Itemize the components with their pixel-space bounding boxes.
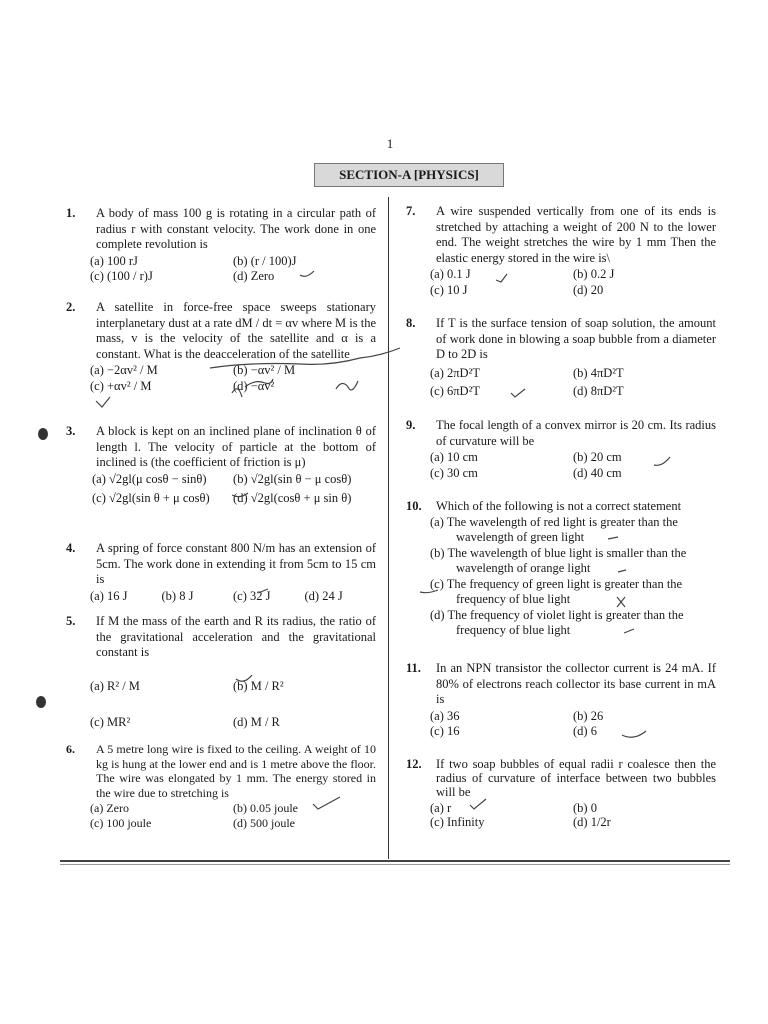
- options-group: [90, 801, 376, 830]
- options-group: [90, 363, 376, 394]
- options-group: [92, 472, 376, 507]
- question-number: 1.: [66, 206, 76, 220]
- answer-option: (d) 20: [573, 282, 604, 297]
- options-group: [90, 589, 376, 605]
- options-group: [430, 801, 716, 829]
- options-row: [430, 724, 716, 740]
- answer-option: (c) (100 / r)J: [90, 269, 153, 283]
- question-number: 2.: [66, 300, 76, 314]
- options-group: [430, 709, 716, 740]
- answer-option: (b) 0.2 J: [573, 267, 615, 281]
- answer-option: (a) −2αv² / M: [90, 363, 158, 377]
- answer-option: (b) −αv² / M: [233, 363, 296, 377]
- question-text: A body of mass 100 g is rotating in a circular path of radius r with constant velocity. The work done in one complete revolution is: [96, 206, 376, 251]
- options-row: [90, 363, 376, 379]
- question-5: [66, 614, 376, 741]
- answer-option: (c) 100 joule: [90, 815, 152, 830]
- check-mark: [96, 397, 110, 407]
- options-group: [90, 254, 376, 285]
- answer-option: (b) 0: [573, 801, 597, 815]
- options-row: [90, 801, 376, 816]
- options-group: [430, 267, 716, 298]
- answer-option: (c) 30 cm: [430, 465, 478, 480]
- answer-option: (b) 4πD²T: [573, 365, 624, 380]
- answer-option: (d) 8πD²T: [573, 384, 624, 398]
- options-group: [90, 669, 376, 741]
- question-text: In an NPN transistor the collector current is 24 mA. If 80% of electrons reach collector its base current in mA is: [436, 661, 716, 706]
- answer-option: (d) 6: [573, 724, 597, 738]
- answer-option: (a) √2gl(μ cosθ − sinθ): [92, 471, 207, 486]
- question-7: [406, 204, 716, 298]
- options-row: [430, 466, 716, 482]
- answer-option: (d) 40 cm: [573, 465, 622, 480]
- punch-hole-mark: [36, 696, 46, 708]
- options-row: [430, 709, 716, 725]
- question-number: 9.: [406, 418, 416, 432]
- answer-option: (d) 500 joule: [233, 815, 295, 830]
- options-row: [92, 491, 376, 507]
- question-10: [406, 499, 716, 639]
- question-text: A block is kept on an inclined plane of inclination θ of length l. The velocity of particle at the bottom of inclined is (the coefficient of friction is μ): [96, 424, 376, 469]
- options-row: [90, 705, 376, 741]
- page-number: 1: [386, 136, 394, 151]
- answer-option: (c) +αv² / M: [90, 378, 152, 393]
- answer-option: (a) 36: [430, 708, 460, 723]
- answer-option: (c) 16: [430, 724, 460, 738]
- options-row: [430, 283, 716, 299]
- answer-option: (a) Zero: [90, 801, 129, 815]
- answer-option: (d) The frequency of violet light is greater than the frequency of blue light: [430, 607, 684, 637]
- question-text: A satellite in force-free space sweeps stationary interplanetary dust at a rate dM / dt = αv where M is the mass, v is the velocity of the satellite and α is a constant. What is the deacceleration of the satellite: [96, 300, 376, 361]
- question-number: 7.: [406, 204, 416, 218]
- answer-option: (a) r: [430, 801, 452, 815]
- question-text: If T is the surface tension of soap solution, the amount of work done in blowing a soap bubble from a diameter D to 2D is: [436, 316, 716, 361]
- question-9: [406, 418, 716, 481]
- question-number: 3.: [66, 424, 76, 438]
- question-text: If M the mass of the earth and R its radius, the ratio of the gravitational acceleration and the gravitational constant is: [96, 614, 376, 659]
- answer-option: (d) −αv²: [233, 378, 275, 393]
- question-6: [66, 742, 376, 830]
- question-number: 12.: [406, 757, 422, 771]
- options-row: [430, 450, 716, 466]
- answer-option: (b) (r / 100)J: [233, 253, 297, 268]
- options-row: [90, 254, 376, 270]
- answer-option: (d) M / R: [233, 714, 280, 729]
- options-group: [430, 450, 716, 481]
- question-2: [66, 300, 376, 394]
- options-row: [90, 269, 376, 285]
- options-row: [430, 801, 716, 815]
- column-divider: [388, 197, 389, 859]
- options-row: [90, 589, 376, 605]
- answer-option: (d) 24 J: [304, 588, 343, 603]
- answer-option: (b) 26: [573, 708, 604, 723]
- options-row: [430, 815, 716, 829]
- options-row: [90, 379, 376, 395]
- section-title: SECTION-A [PHYSICS]: [314, 163, 504, 187]
- answer-option: (c) √2gl(sin θ + μ cosθ): [92, 491, 210, 505]
- answer-option: (c) The frequency of green light is greater than the frequency of blue light: [430, 576, 683, 606]
- bottom-rule-thin: [60, 864, 730, 865]
- question-text: A 5 metre long wire is fixed to the ceiling. A weight of 10 kg is hung at the lower end and is 1 metre above the floor. The wire was elongated by 1 mm. The energy stored in the wire due to stretching is: [96, 742, 376, 800]
- answer-option: (c) 6πD²T: [430, 384, 480, 398]
- options-row: [430, 366, 716, 382]
- question-number: 11.: [406, 661, 421, 675]
- answer-option: (b) 0.05 joule: [233, 801, 298, 815]
- answer-option: (a) R² / M: [90, 678, 140, 693]
- bottom-rule: [60, 860, 730, 862]
- answer-option: (a) 10 cm: [430, 450, 478, 464]
- answer-option: (a) 0.1 J: [430, 267, 471, 281]
- question-1: [66, 206, 376, 285]
- options-group: [430, 366, 716, 400]
- question-number: 5.: [66, 614, 76, 628]
- answer-option: (c) Infinity: [430, 815, 485, 829]
- answer-option: (a) 2πD²T: [430, 365, 480, 380]
- answer-option: (d) √2gl(cosθ + μ sin θ): [233, 491, 352, 505]
- answer-option: (a) 100 rJ: [90, 253, 138, 268]
- answer-option: (b) The wavelength of blue light is smaller than the wavelength of orange light: [430, 545, 687, 575]
- question-8: [406, 316, 716, 400]
- options-row: [92, 472, 376, 488]
- punch-hole-mark: [38, 428, 48, 440]
- question-number: 6.: [66, 742, 75, 756]
- question-4: [66, 541, 376, 604]
- answer-option: (b) 8 J: [161, 588, 194, 603]
- answer-option: (b) 20 cm: [573, 450, 622, 464]
- question-number: 8.: [406, 316, 416, 330]
- answer-option: (c) 10 J: [430, 282, 468, 297]
- answer-option: (b) M / R²: [233, 678, 284, 693]
- answer-option: (d) 1/2r: [573, 815, 611, 829]
- question-text: The focal length of a convex mirror is 20 cm. Its radius of curvature will be: [436, 418, 716, 448]
- options-row: [90, 669, 376, 705]
- answer-option: (c) MR²: [90, 714, 131, 729]
- answer-option: (b) √2gl(sin θ − μ cosθ): [233, 471, 352, 486]
- answer-option: (d) Zero: [233, 269, 275, 283]
- question-text: Which of the following is not a correct statement: [436, 499, 682, 513]
- question-text: A wire suspended vertically from one of its ends is stretched by attaching a weight of 200 N to the lower end. The weight stretches the wire by 1 mm Then the elastic energy stored in the wire is\: [436, 204, 716, 265]
- options-row: [430, 384, 716, 400]
- question-11: [406, 661, 716, 740]
- question-12: [406, 757, 716, 829]
- question-3: [66, 424, 376, 507]
- options-row: [430, 267, 716, 283]
- options-row: [90, 816, 376, 831]
- answer-option: (a) 16 J: [90, 588, 128, 603]
- answer-option: (c) 32 J: [233, 588, 271, 603]
- question-text: If two soap bubbles of equal radii r coalesce then the radius of curvature of interface between two bubbles will be: [436, 757, 716, 799]
- question-number: 10.: [406, 499, 422, 513]
- options-group: [430, 515, 716, 639]
- answer-option: (a) The wavelength of red light is greater than the wavelength of green light: [430, 514, 678, 544]
- question-text: A spring of force constant 800 N/m has an extension of 5cm. The work done in extending it from 5cm to 15 cm is: [96, 541, 376, 586]
- question-number: 4.: [66, 541, 76, 555]
